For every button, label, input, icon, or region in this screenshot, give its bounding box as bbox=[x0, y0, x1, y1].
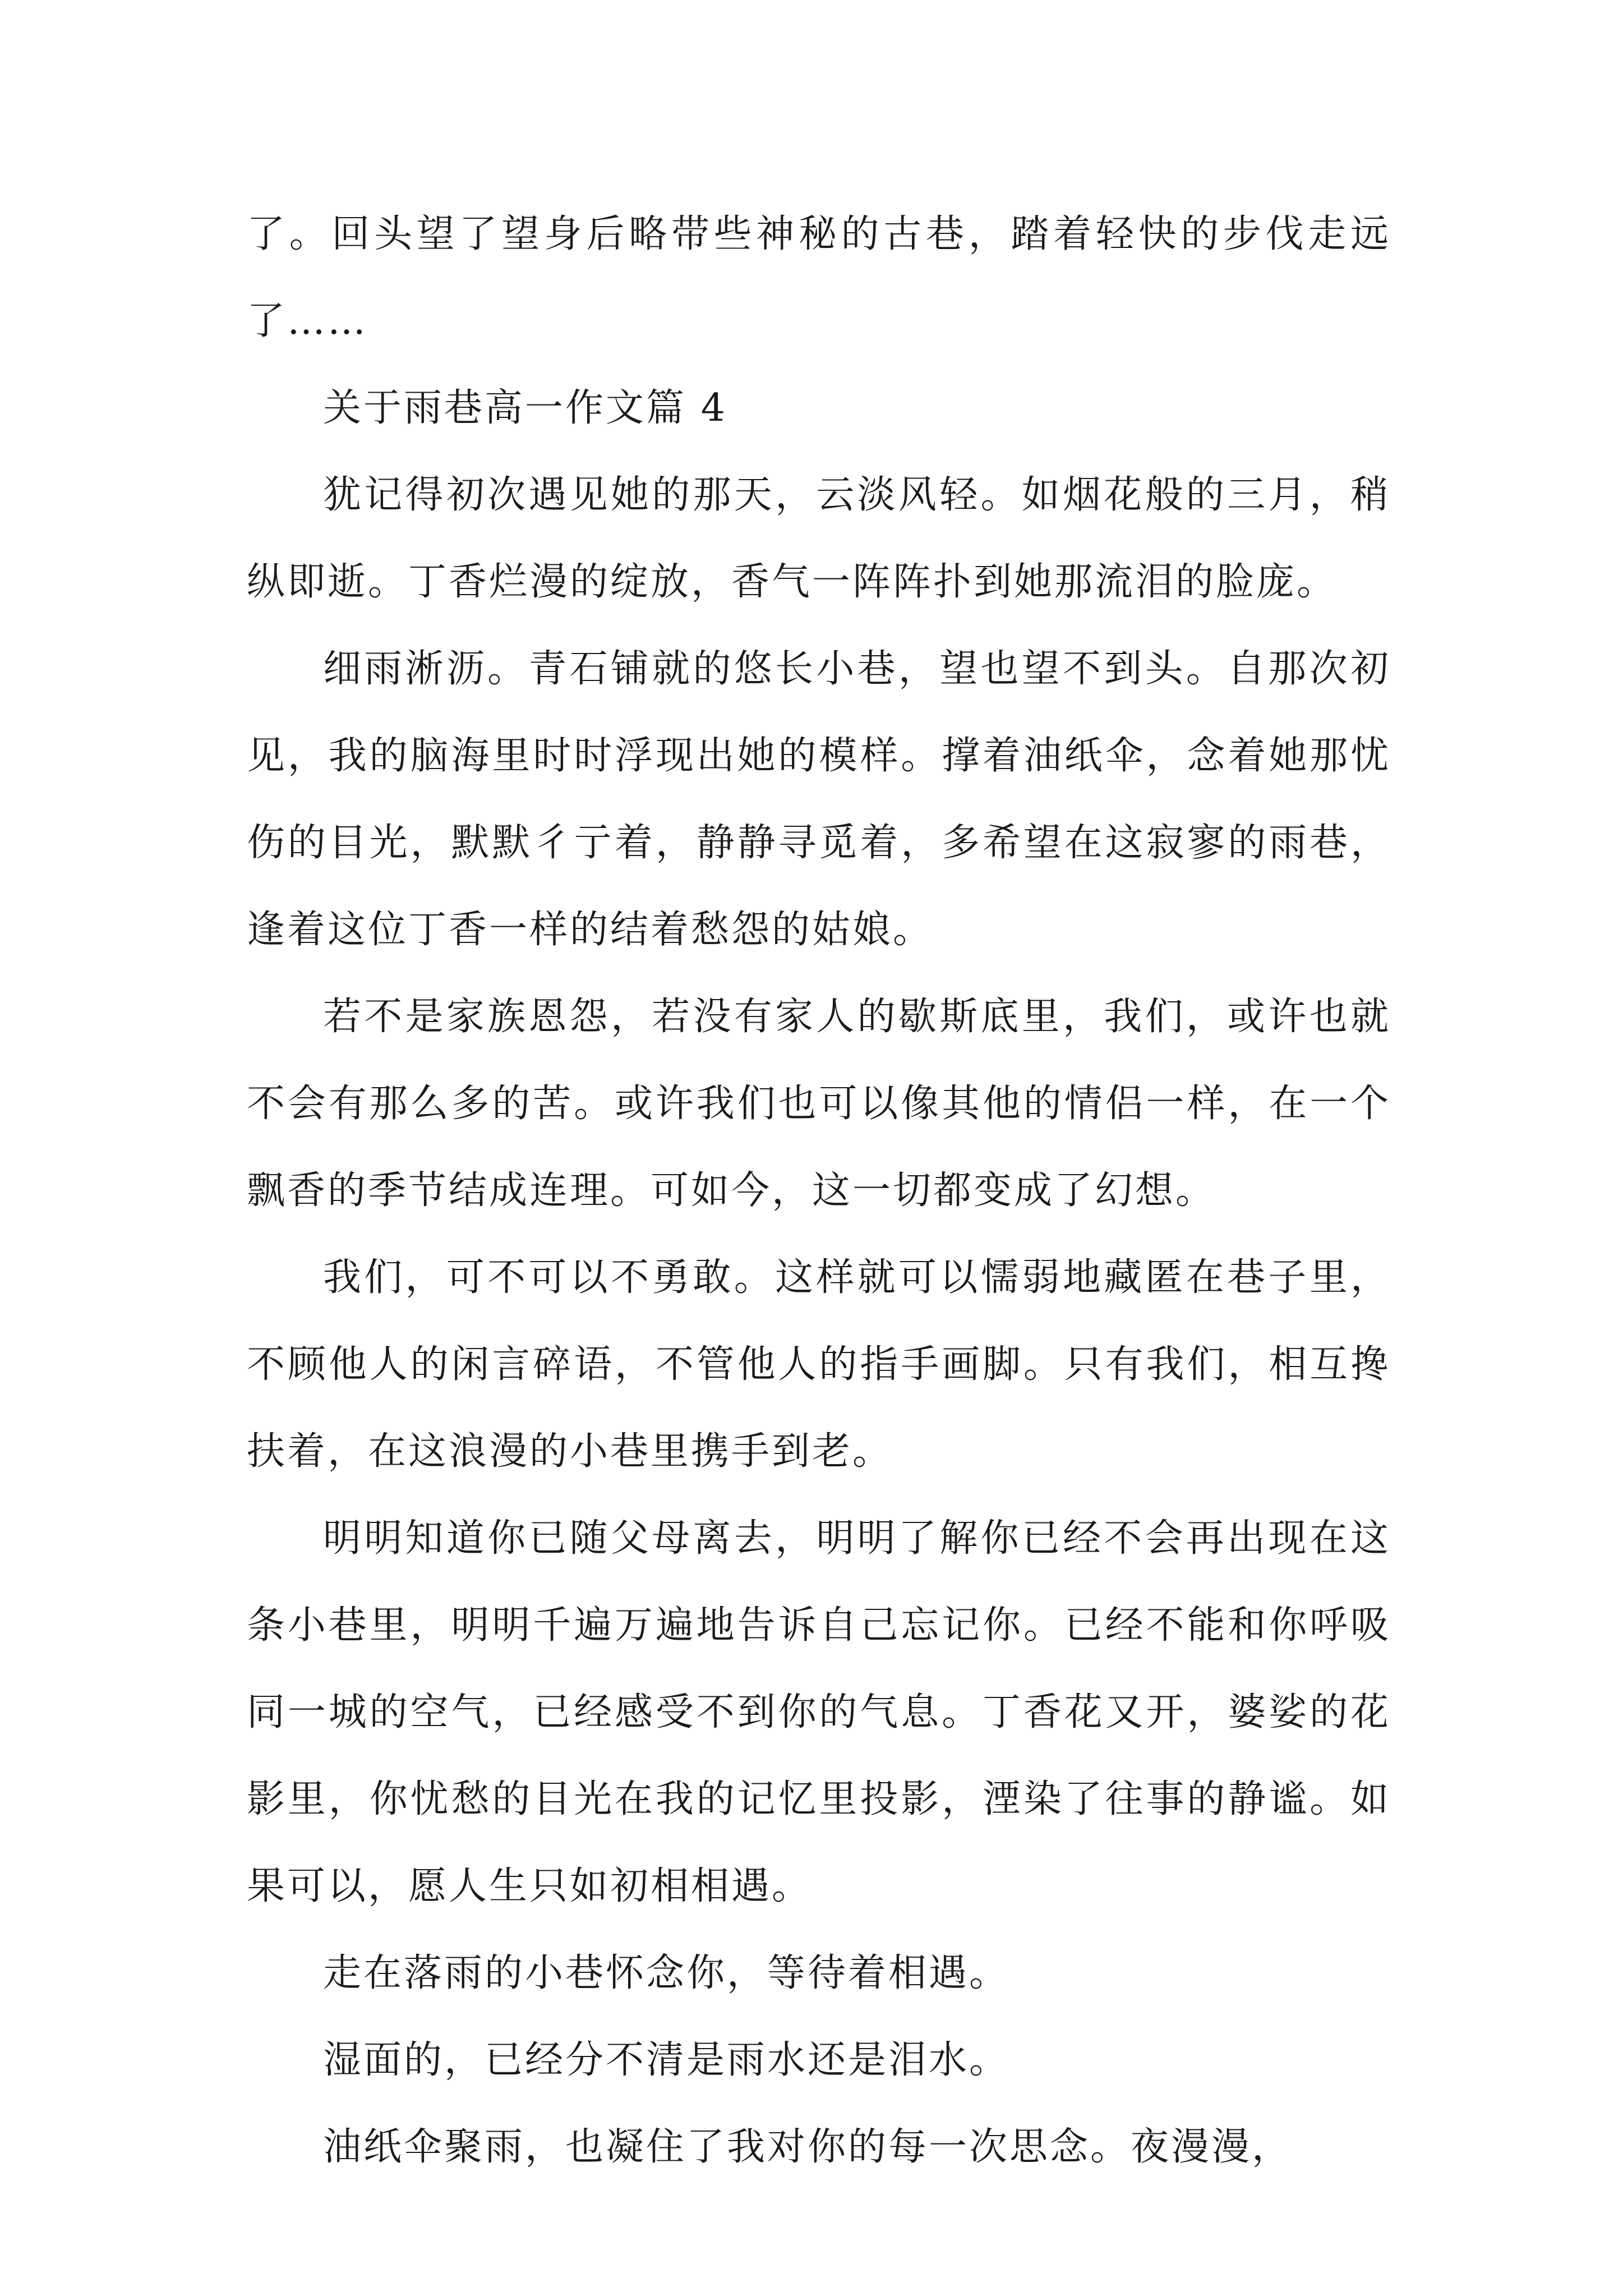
paragraph: 我们，可不可以不勇敢。这样就可以懦弱地藏匿在巷子里，不顾他人的闲言碎语，不管他人的指手画脚。只有我们，相互搀扶着，在这浪漫的小巷里携手到老。 bbox=[247, 1255, 1391, 1474]
paragraph: 若不是家族恩怨，若没有家人的歇斯底里，我们，或许也就不会有那么多的苦。或许我们也可以像其他的情侣一样，在一个飘香的季节结成连理。可如今，这一切都变成了幻想。 bbox=[247, 995, 1391, 1213]
paragraph-continuation: 了。回头望了望身后略带些神秘的古巷，踏着轻快的步伐走远了…… bbox=[247, 212, 1391, 343]
paragraph: 湿面的，已经分不清是雨水还是泪水。 bbox=[323, 2038, 1010, 2082]
paragraph: 明明知道你已随父母离去，明明了解你已经不会再出现在这条小巷里，明明千遍万遍地告诉自己忘记你。已经不能和你呼吸同一城的空气，已经感受不到你的气息。丁香花又开，婆娑的花影里，你忧愁的目光在我的记忆里投影，湮染了往事的静谧。如果可以，愿人生只如初相相遇。 bbox=[247, 1516, 1391, 1908]
article-body bbox=[247, 191, 1391, 2191]
paragraph: 走在落雨的小巷怀念你，等待着相遇。 bbox=[323, 1951, 1010, 1995]
paragraph: 细雨淅沥。青石铺就的悠长小巷，望也望不到头。自那次初见，我的脑海里时时浮现出她的模样。撑着油纸伞，念着她那忧伤的目光，默默彳亍着，静静寻觅着，多希望在这寂寥的雨巷，逢着这位丁香一样的结着愁怨的姑娘。 bbox=[247, 647, 1391, 952]
section-heading: 关于雨巷高一作文篇 4 bbox=[323, 386, 727, 430]
paragraph: 犹记得初次遇见她的那天，云淡风轻。如烟花般的三月，稍纵即逝。丁香烂漫的绽放，香气一阵阵扑到她那流泪的脸庞。 bbox=[247, 473, 1391, 604]
paragraph: 油纸伞聚雨，也凝住了我对你的每一次思念。夜漫漫， bbox=[323, 2125, 1293, 2169]
